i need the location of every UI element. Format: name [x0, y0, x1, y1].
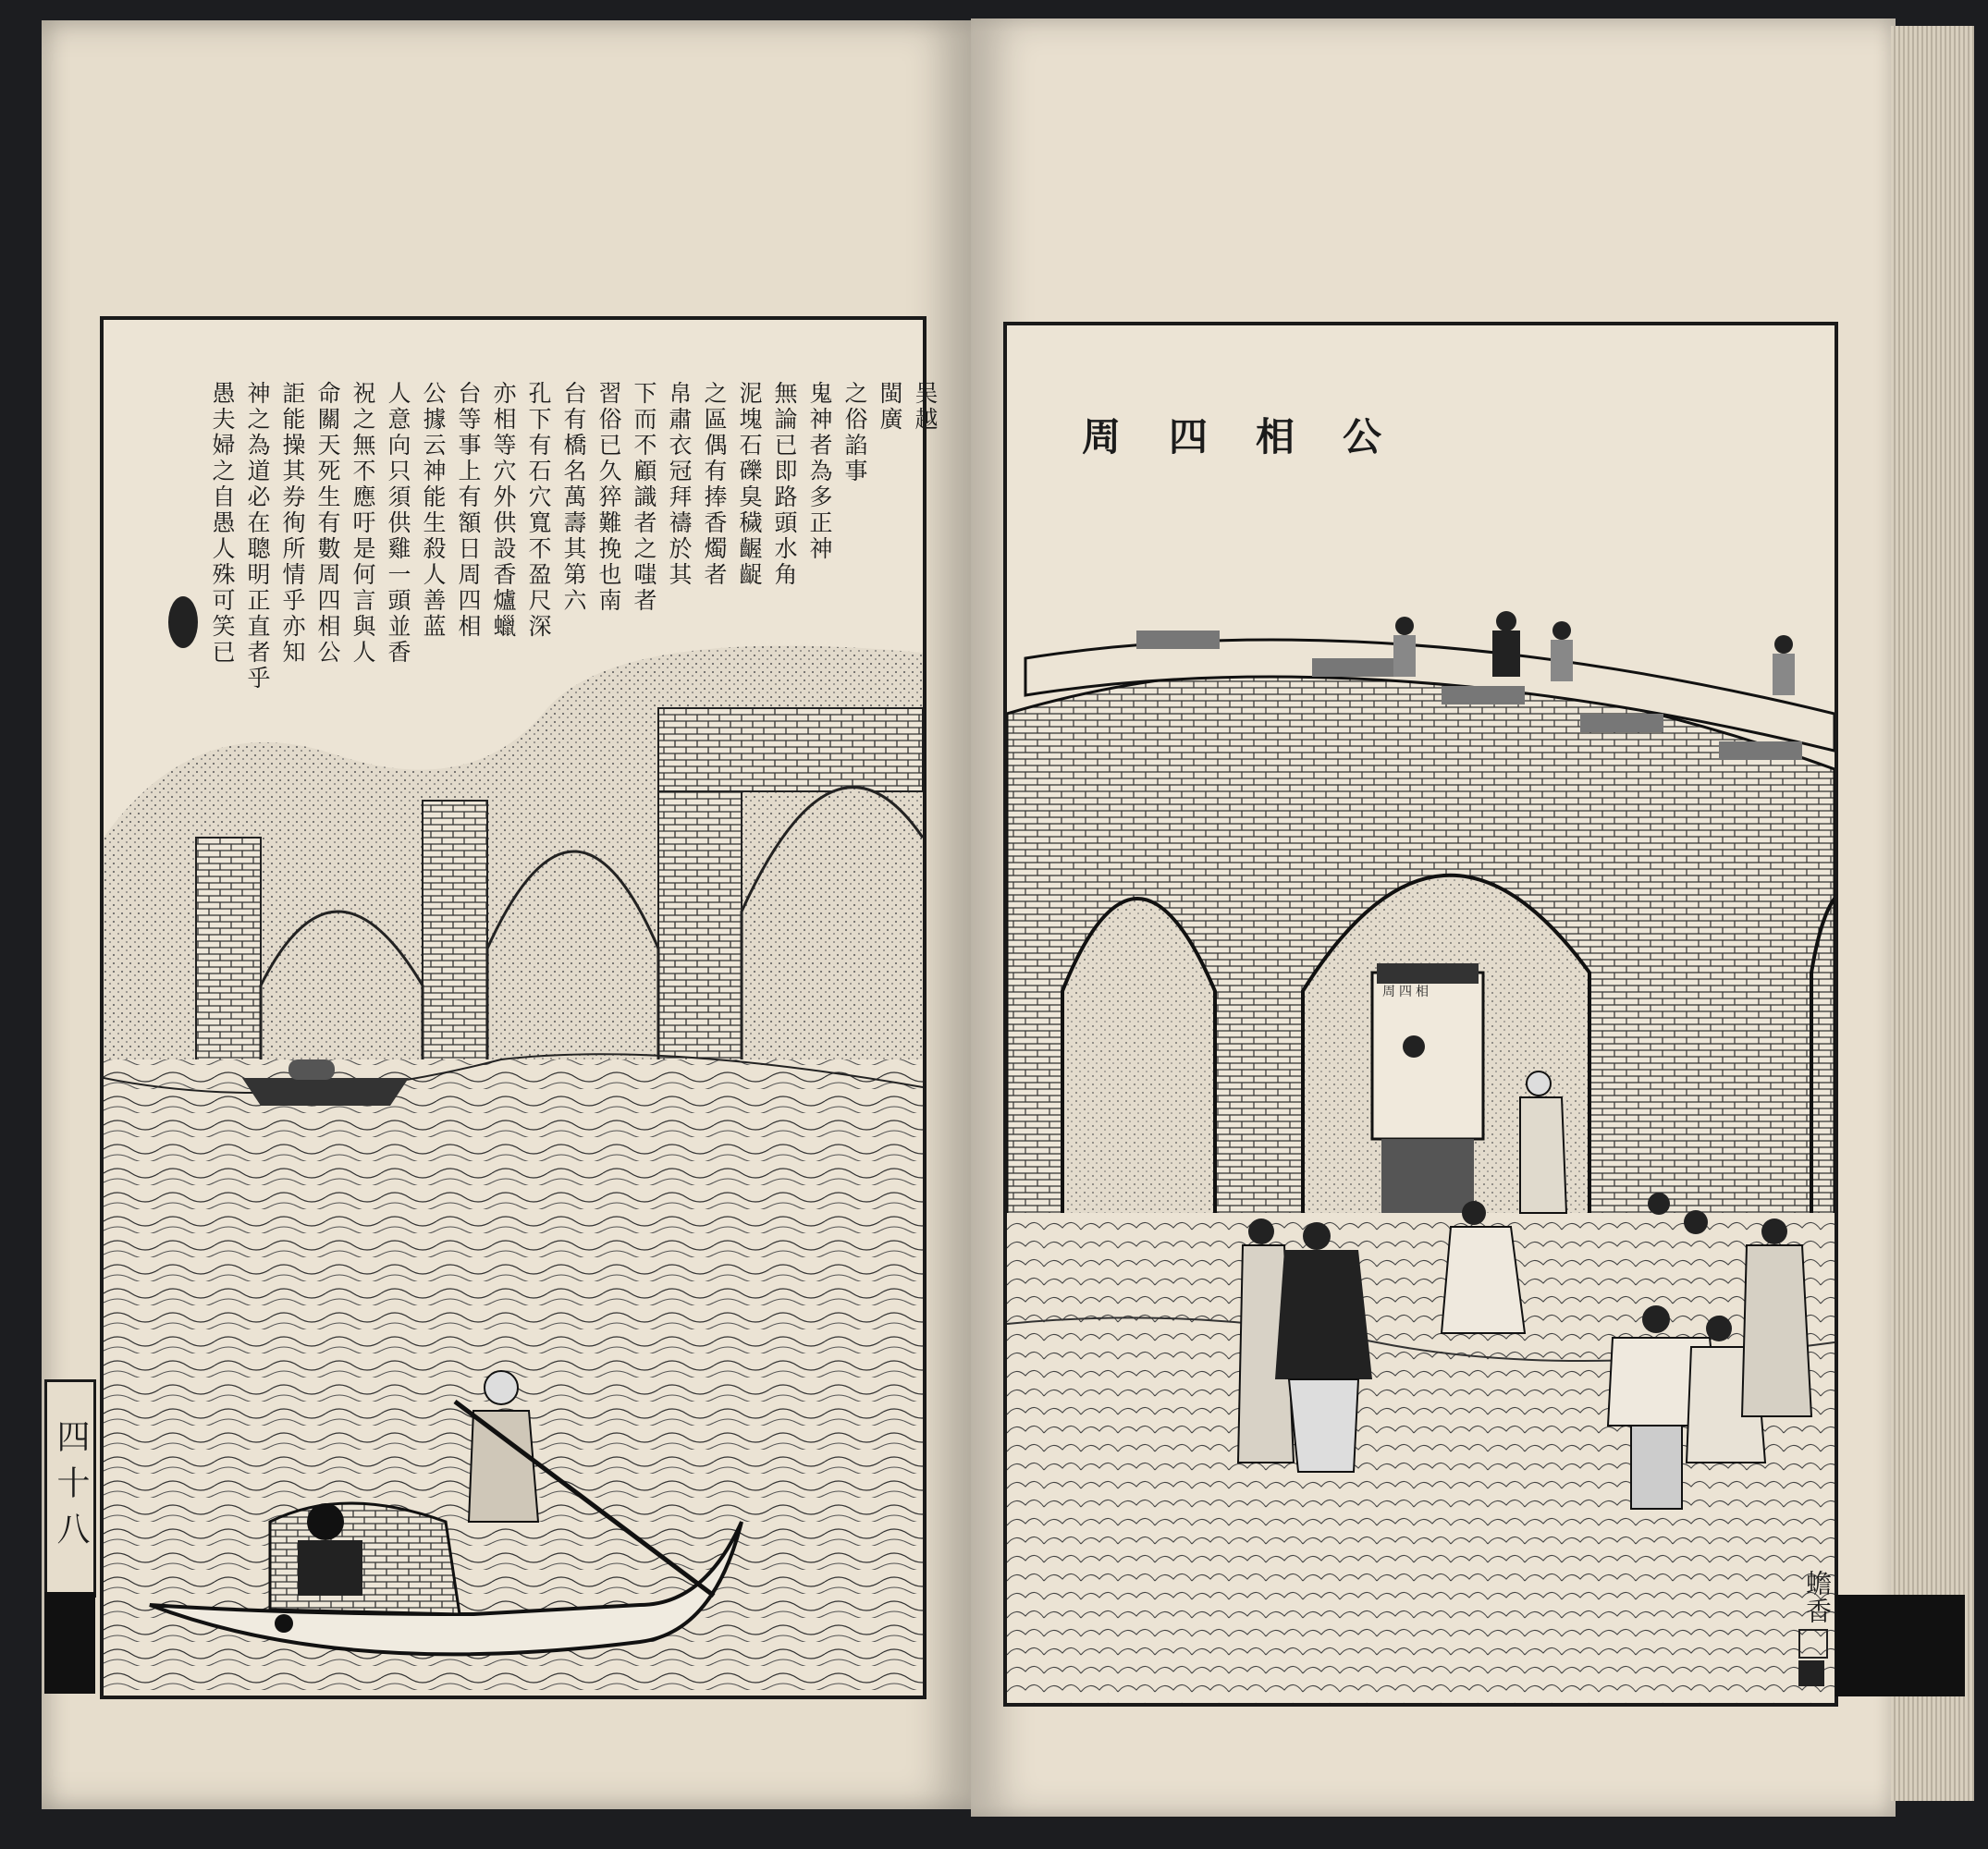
commentary-column: 亦相等穴外供設香爐蠟: [490, 381, 517, 640]
commentary-text: [208, 381, 939, 714]
left-margin-bar: [44, 1592, 95, 1694]
commentary-column: 人意向只須供雞一頭並香: [385, 381, 411, 666]
commentary-column: 帛肅衣冠拜禱於其: [666, 381, 693, 588]
commentary-column: 泥塊石礫臭穢齷齪: [736, 381, 763, 588]
commentary-column: 吴越: [912, 381, 939, 433]
commentary-column: 孔下有石穴寬不盈尺深: [525, 381, 552, 640]
right-illustration: [1007, 325, 1835, 1703]
right-illustration-frame: [1003, 322, 1838, 1707]
right-margin-bar: [1835, 1595, 1965, 1696]
commentary-column: 命關天死生有數周四相公: [314, 381, 341, 666]
artist-seal-icon: [1798, 1660, 1824, 1686]
page-edges: [1891, 26, 1974, 1801]
far-boat: [242, 1078, 409, 1106]
commentary-column: 神之為道必在聰明正直者乎: [244, 381, 271, 692]
commentary-column: 下而不顧識者之嗤者: [631, 381, 657, 614]
commentary-column: 詎能操其券徇所情乎亦知: [279, 381, 306, 666]
shrine-plaque: 周四相: [1382, 985, 1432, 999]
artist-seal-icon: [1798, 1629, 1828, 1659]
commentary-column: 之俗諂事: [841, 381, 868, 484]
commentary-column: 公據云神能生殺人善蓝: [420, 381, 447, 640]
shrine: [1372, 963, 1483, 1227]
commentary-column: 無論已即路頭水角: [771, 381, 798, 588]
commentary-column: 鬼神者為多正神: [806, 381, 833, 562]
commentary-column: 台等事上有額日周四相: [455, 381, 482, 640]
page-number: 四十八: [44, 1379, 96, 1598]
oval-seal-icon: [168, 596, 198, 648]
commentary-column: 閩廣: [877, 381, 903, 433]
commentary-column: 台有橋名萬壽其第六: [560, 381, 587, 614]
artist-signature: 蟾香: [1802, 1570, 1833, 1625]
illustration-title: 周四相公: [1082, 414, 1430, 459]
commentary-column: 愚夫婦之自愚人殊可笑已: [209, 381, 236, 666]
commentary-column: 祝之無不應吁是何言與人: [350, 381, 376, 666]
commentary-column: 習俗已久猝難挽也南: [595, 381, 622, 614]
commentary-column: 之區偶有捧香燭者: [701, 381, 728, 588]
